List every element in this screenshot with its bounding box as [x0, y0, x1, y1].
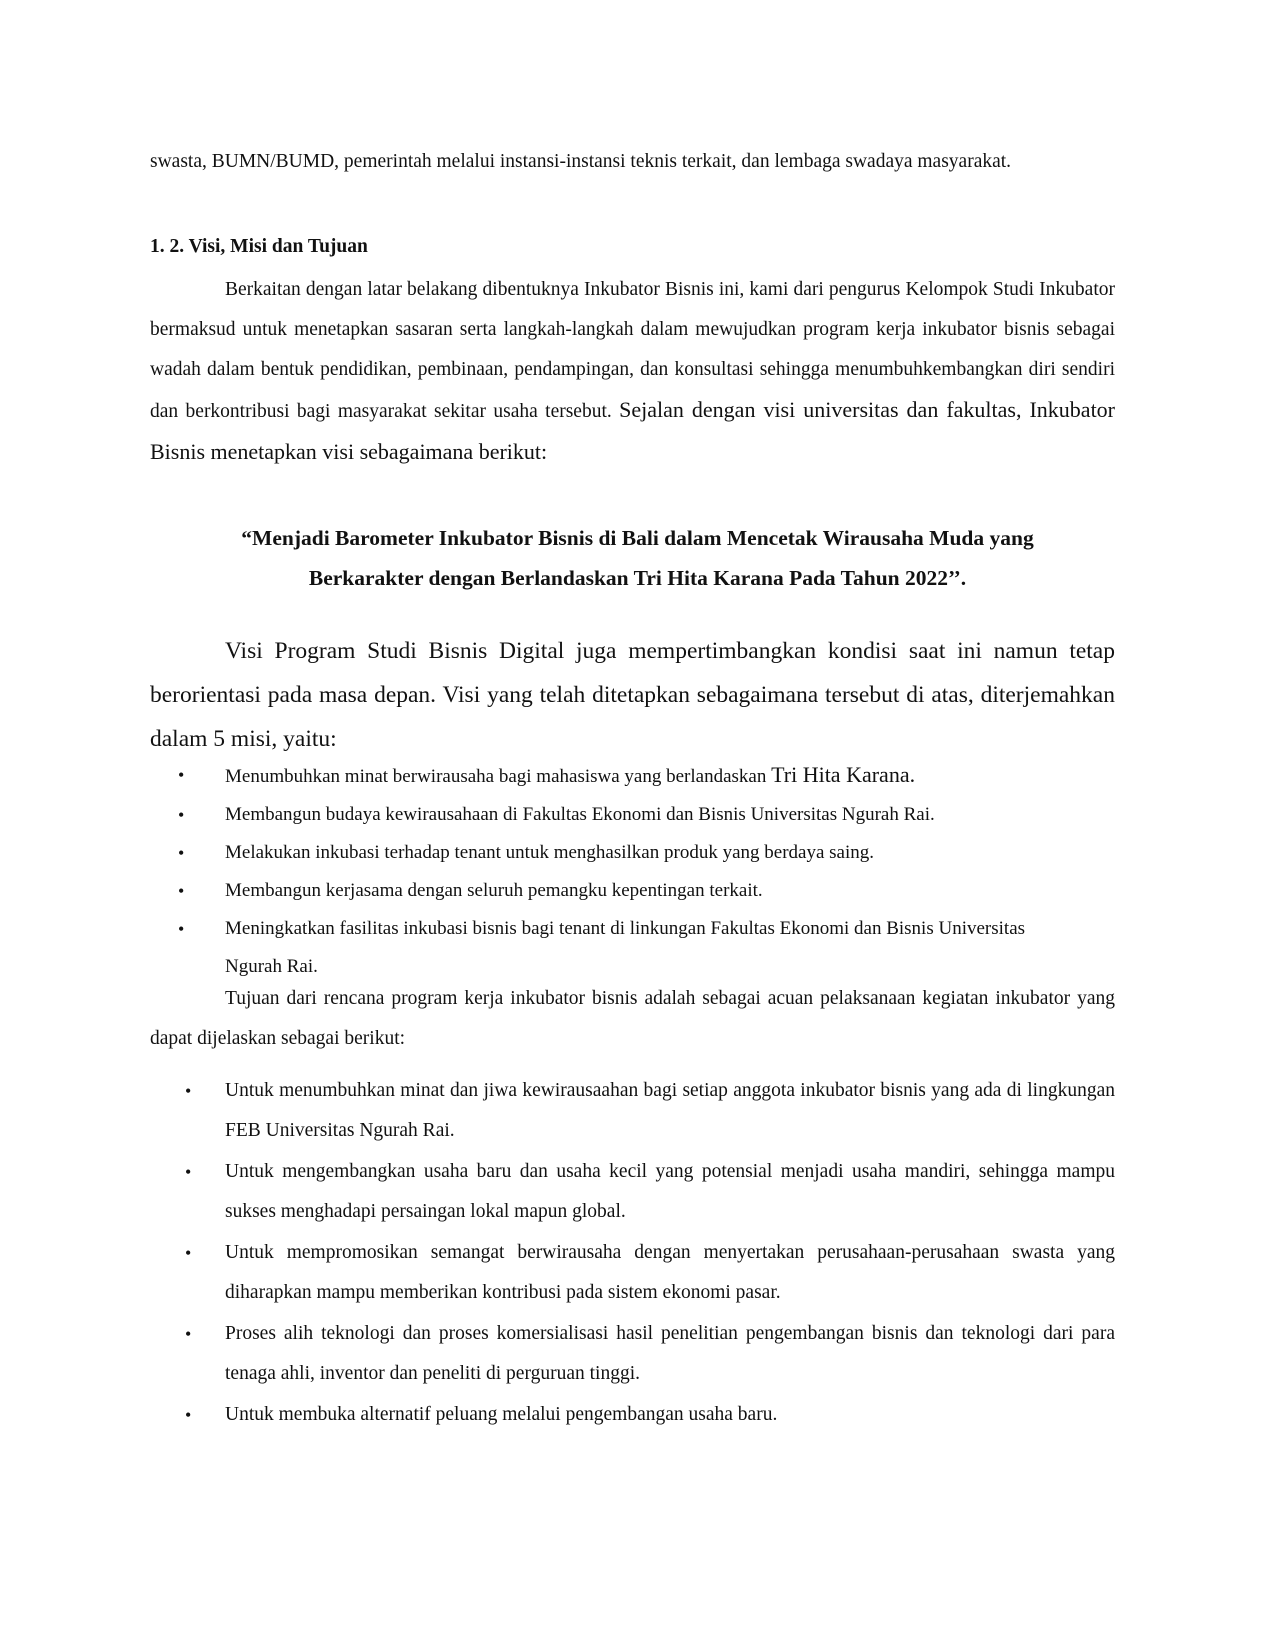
bullet-icon: •	[185, 1324, 192, 1344]
goals-list	[150, 1071, 1115, 1436]
goal-item-text: Proses alih teknologi dan proses komersialisasi hasil penelitian pengembangan bisnis dan teknologi dari para tenaga ahli, inventor dan peneliti di perguruan tinggi.	[225, 1323, 1115, 1384]
mission-item-text: Menumbuhkan minat berwirausaha bagi mahasiswa yang berlandaskan	[225, 766, 772, 787]
mission-item-3	[150, 834, 1115, 872]
bullet-icon: •	[178, 765, 185, 785]
bullet-icon: •	[185, 1243, 192, 1263]
mission-item-1	[150, 756, 1115, 796]
mission-item-text: Membangun kerjasama dengan seluruh pemangku kepentingan terkait.	[225, 880, 763, 901]
goal-item-1	[150, 1071, 1115, 1151]
mission-item-text: Membangun budaya kewirausahaan di Fakultas Ekonomi dan Bisnis Universitas Ngurah Rai.	[225, 804, 935, 825]
vision-line-1: “Menjadi Barometer Inkubator Bisnis di Bali dalam Mencetak Wirausaha Muda yang	[241, 526, 1034, 550]
mission-item-text: Melakukan inkubasi terhadap tenant untuk menghasilkan produk yang berdaya saing.	[225, 842, 874, 863]
goal-item-4	[150, 1314, 1115, 1394]
bullet-icon: •	[178, 805, 185, 825]
mission-list	[150, 756, 1115, 986]
goal-item-2	[150, 1152, 1115, 1232]
mission-item-emphasis: Tri Hita Karana.	[771, 762, 916, 787]
goal-item-text: Untuk menumbuhkan minat dan jiwa kewirausaahan bagi setiap anggota inkubator bisnis yang ada di lingkungan FEB Universitas Ngurah Rai.	[225, 1080, 1115, 1141]
intro-paragraph: swasta, BUMN/BUMD, pemerintah melalui instansi-instansi teknis terkait, dan lembaga swadaya masyarakat.	[150, 151, 1012, 172]
mission-item-4	[150, 872, 1115, 910]
mission-item-5	[150, 910, 1115, 986]
bullet-icon: •	[185, 1405, 192, 1425]
goals-intro-paragraph: Tujuan dari rencana program kerja inkubator bisnis adalah sebagai acuan pelaksanaan kegiatan inkubator yang dapat dijelaskan sebagai berikut:	[150, 988, 1115, 1049]
vision-line-2: Berkarakter dengan Berlandaskan Tri Hita Karana Pada Tahun 2022’’.	[308, 566, 967, 590]
goal-item-text: Untuk mengembangkan usaha baru dan usaha kecil yang potensial menjadi usaha mandiri, sehingga mampu sukses menghadapi persaingan lokal mapun global.	[225, 1161, 1115, 1222]
background-paragraph-part2: Sejalan dengan visi universitas dan fakultas, Inkubator Bisnis menetapkan visi sebagaimana berikut:	[150, 397, 1116, 464]
bullet-icon: •	[178, 881, 185, 901]
section-heading: 1. 2. Visi, Misi dan Tujuan	[150, 236, 368, 257]
bullet-icon: •	[185, 1081, 192, 1101]
goal-item-text: Untuk mempromosikan semangat berwirausaha dengan menyertakan perusahaan-perusahaan swasta yang diharapkan mampu memberikan kontribusi pada sistem ekonomi pasar.	[225, 1242, 1115, 1303]
goal-item-text: Untuk membuka alternatif peluang melalui pengembangan usaha baru.	[225, 1404, 778, 1425]
bullet-icon: •	[178, 843, 185, 863]
goal-item-5	[150, 1395, 1115, 1435]
background-paragraph-part1: Berkaitan dengan latar belakang dibentuknya Inkubator Bisnis ini, kami dari pengurus Kelompok Studi Inkubator bermaksud untuk menetapkan sasaran serta langkah-langkah dalam mewujudkan program kerja inkubator bisnis sebagai wadah dalam bentuk pendidikan, pembinaan, pendampingan, dan konsultasi sehingga menumbuhkembangkan diri sendiri dan berkontribusi bagi masyarakat sekitar usaha tersebut.	[150, 279, 1115, 422]
goal-item-3	[150, 1233, 1115, 1313]
mission-item-text: Meningkatkan fasilitas inkubasi bisnis bagi tenant di linkungan Fakultas Ekonomi dan Bisnis Universitas Ngurah Rai.	[225, 918, 1026, 977]
mission-item-2	[150, 796, 1115, 834]
bullet-icon: •	[178, 919, 185, 939]
mission-intro-paragraph: Visi Program Studi Bisnis Digital juga mempertimbangkan kondisi saat ini namun tetap berorientasi pada masa depan. Visi yang telah ditetapkan sebagaimana tersebut di atas, diterjemahkan dalam 5 misi, yaitu:	[150, 638, 1115, 752]
vision-statement	[150, 518, 1125, 598]
bullet-icon: •	[185, 1162, 192, 1182]
background-paragraph	[150, 270, 1115, 474]
